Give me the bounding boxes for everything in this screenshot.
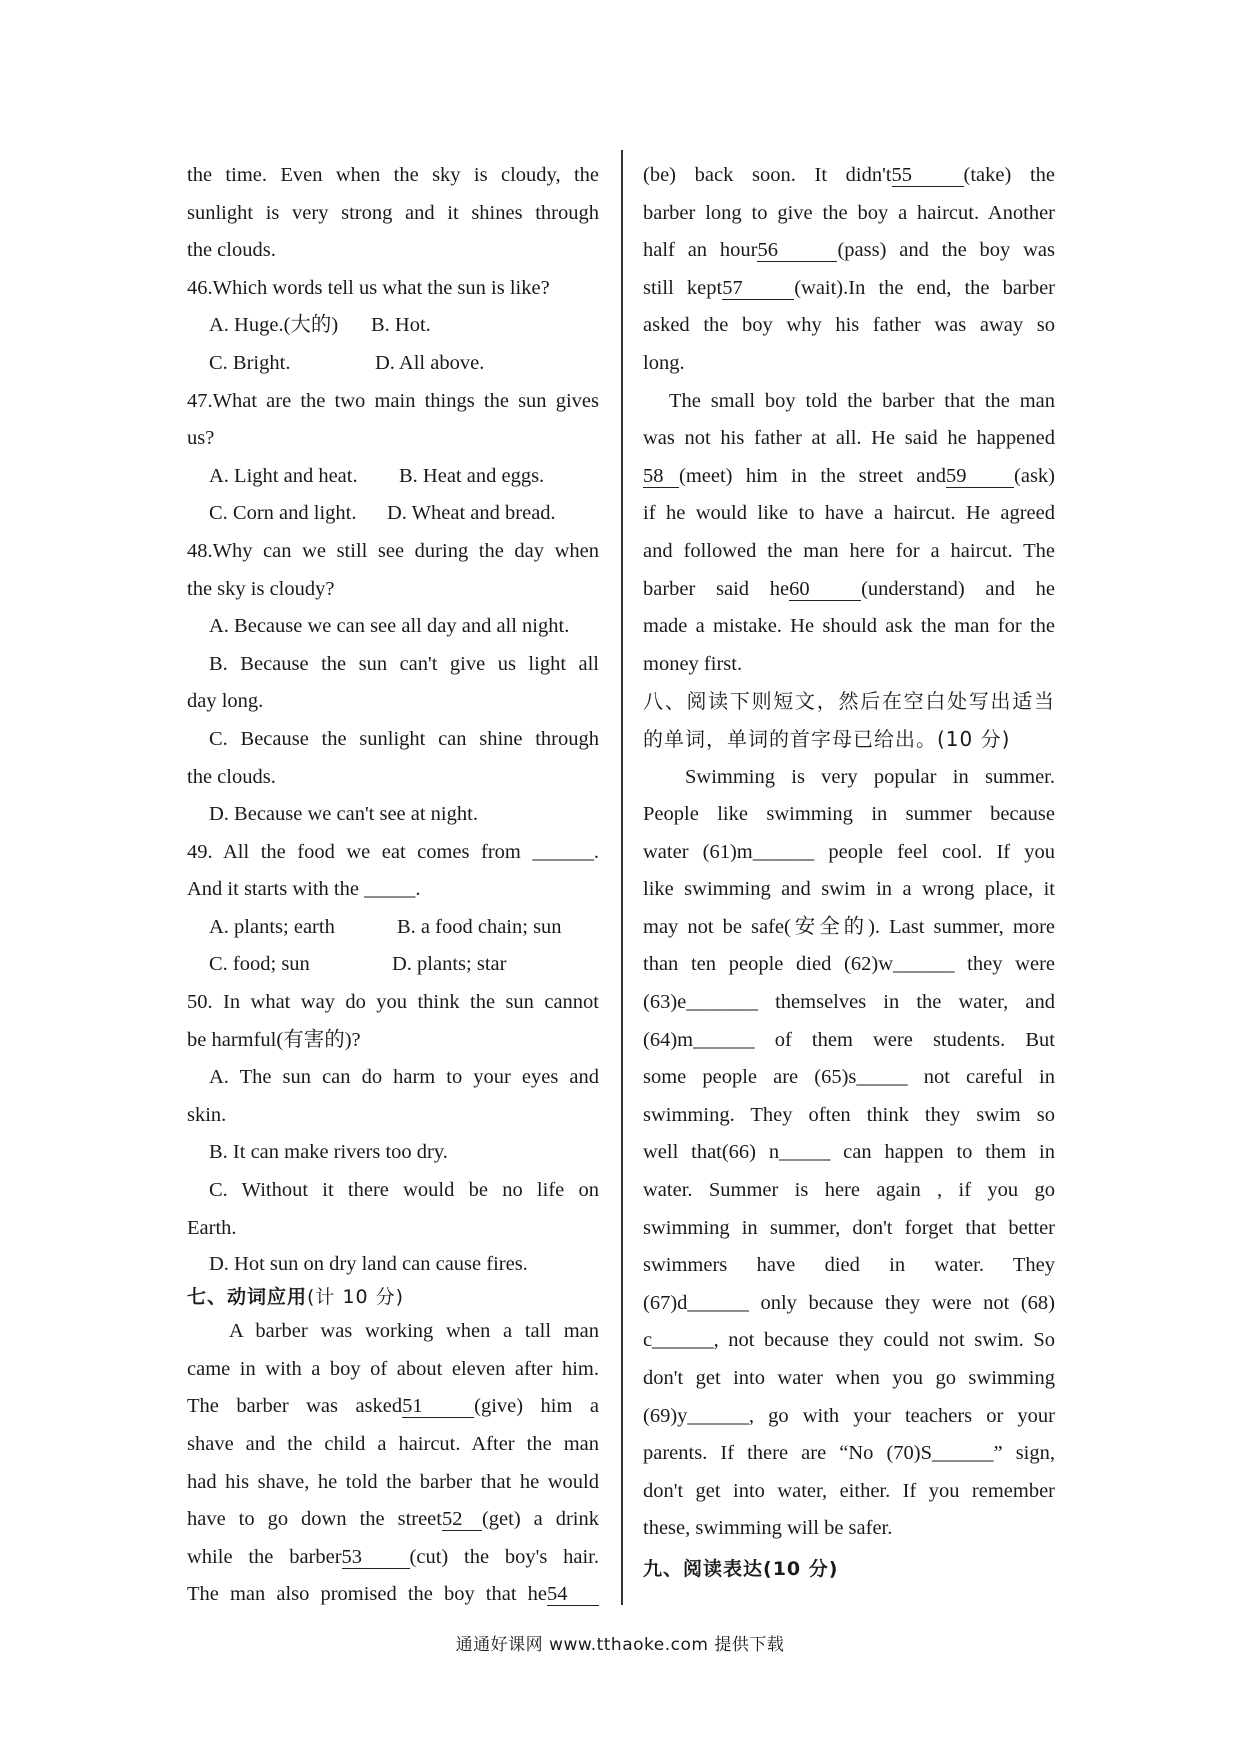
text-line: long. — [643, 351, 685, 374]
question-46: 46.Which words tell us what the sun is like? — [187, 276, 550, 299]
passage-line: (64)m______ of them were students. But — [643, 1028, 1055, 1051]
option-a: A. Huge.(大的) — [209, 314, 339, 337]
text: (take) the — [963, 164, 1055, 186]
column-divider — [621, 150, 623, 1605]
passage-line: (69)y______, go with your teachers or your — [643, 1404, 1055, 1427]
question-49: 49. All the food we eat comes from ______. — [187, 840, 599, 863]
passage-line: well that(66) n_____ can happen to them in — [643, 1141, 1055, 1164]
text-line-with-blank — [643, 157, 1055, 195]
text-line: shave and the child a haircut. After the man — [187, 1433, 599, 1455]
options-row — [187, 345, 599, 383]
option-c: C. Without it there would be no life on — [209, 1179, 599, 1202]
text-line-with-blank — [643, 232, 1055, 270]
text-line: came in with a boy of about eleven after him. — [187, 1357, 599, 1380]
blank-56: 56 — [757, 239, 837, 262]
section-9-score: (10 分) — [763, 1557, 839, 1580]
section-7-title: 七、动词应用 — [187, 1286, 308, 1309]
text: (understand) and he — [861, 577, 1055, 600]
text-line: the time. Even when the sky is cloudy, the — [187, 164, 599, 186]
blank-60: 60 — [789, 578, 861, 601]
question-49-cont: And it starts with the _____. — [187, 878, 421, 901]
question-48: 48.Why can we still see during the day when — [187, 539, 599, 562]
blank-55: 55 — [892, 164, 964, 187]
text-line-with-blank — [643, 458, 1055, 496]
section-7-heading — [187, 1281, 599, 1313]
passage-line: Swimming is very popular in summer. — [685, 765, 1055, 788]
text: (wait).In the end, the barber — [794, 276, 1055, 299]
right-column — [643, 157, 1055, 1589]
passage-line: (63)e_______ themselves in the water, and — [643, 991, 1055, 1014]
text: (give) him a — [474, 1395, 599, 1418]
option-d: D. Hot sun on dry land can cause fires. — [209, 1253, 528, 1276]
passage-line: don't get into water when you go swimming — [643, 1367, 1055, 1389]
option-b: B. Hot. — [371, 314, 431, 337]
text: still kept — [643, 276, 723, 299]
text-line-with-blank — [187, 1388, 599, 1426]
passage-line: parents. If there are “No (70)S______” sign, — [643, 1442, 1055, 1465]
option-c: C. Bright. — [209, 351, 291, 374]
text-line: was not his father at all. He said he happened — [643, 427, 1055, 450]
passage-line: People like swimming in summer because — [643, 803, 1055, 826]
option-d: D. Wheat and bread. — [387, 502, 556, 525]
passage-line: water. Summer is here again , if you go — [643, 1179, 1055, 1202]
text-line: had his shave, he told the barber that he would — [187, 1470, 599, 1493]
text-line-with-blank — [187, 1576, 599, 1614]
passage-line: than ten people died (62)w______ they were — [643, 953, 1055, 976]
text-line-with-blank — [187, 1501, 599, 1539]
text: The barber was asked — [187, 1395, 403, 1418]
text-line-with-blank — [643, 270, 1055, 308]
text: (pass) and the boy was — [837, 239, 1055, 262]
option-b: B. Heat and eggs. — [399, 464, 545, 487]
section-9-heading — [643, 1551, 1055, 1589]
left-column — [187, 157, 599, 1614]
question-47-cont: us? — [187, 427, 215, 450]
passage-line: may not be safe(安全的). Last summer, more — [643, 915, 1055, 938]
blank-51: 51 — [402, 1395, 474, 1418]
text-line: sunlight is very strong and it shines through — [187, 201, 599, 224]
text: half an hour — [643, 239, 758, 262]
text: have to go down the street — [187, 1508, 442, 1531]
passage-line: like swimming and swim in a wrong place, it — [643, 878, 1055, 901]
text: (be) back soon. It didn't — [643, 164, 892, 186]
text: The man also promised the boy that he — [187, 1583, 547, 1606]
passage-line: (67)d______ only because they were not (68) — [643, 1291, 1055, 1314]
options-row — [187, 307, 599, 345]
options-row — [187, 458, 599, 496]
passage-line: swimmers have died in water. They — [643, 1254, 1055, 1277]
text: barber said he — [643, 577, 790, 600]
option-b: B. It can make rivers too dry. — [209, 1141, 448, 1164]
text: (ask) — [1014, 464, 1055, 487]
text-line: The small boy told the barber that the man — [669, 389, 1055, 412]
passage-line: swimming in summer, don't forget that better — [643, 1216, 1055, 1239]
text-line: and followed the man here for a haircut. The — [643, 539, 1055, 562]
text-line: A barber was working when a tall man — [229, 1320, 599, 1343]
text-line-with-blank — [643, 571, 1055, 609]
section-8-heading-cont: 的单词，单词的首字母已给出。(10 分) — [643, 726, 1011, 751]
option-b: B. Because the sun can't give us light all — [209, 652, 599, 675]
option-d: D. Because we can't see at night. — [209, 803, 478, 826]
passage-line: some people are (65)s_____ not careful in — [643, 1066, 1055, 1089]
blank-54: 54 — [547, 1583, 599, 1606]
section-7-score: (计 10 分) — [307, 1286, 405, 1309]
option-a-cont: skin. — [187, 1103, 227, 1126]
section-9-title: 九、阅读表达 — [643, 1557, 764, 1580]
option-b-cont: day long. — [187, 690, 264, 713]
text-line: money first. — [643, 652, 743, 675]
blank-57: 57 — [722, 277, 794, 300]
text-line: asked the boy why his father was away so — [643, 314, 1055, 337]
passage-line: c______, not because they could not swim. So — [643, 1329, 1055, 1352]
option-c: C. Corn and light. — [209, 502, 357, 525]
option-d: D. plants; star — [392, 953, 507, 976]
passage-line: these, swimming will be safer. — [643, 1517, 893, 1540]
blank-52: 52 — [442, 1508, 482, 1531]
blank-58: 58 — [643, 465, 679, 488]
options-row — [187, 946, 599, 984]
option-c: C. Because the sunlight can shine through — [209, 727, 599, 750]
text: (get) a drink — [481, 1508, 599, 1531]
passage-line: water (61)m______ people feel cool. If you — [643, 840, 1055, 863]
option-a: A. Because we can see all day and all night. — [209, 615, 570, 638]
option-d: D. All above. — [375, 351, 485, 374]
text-line: the clouds. — [187, 239, 276, 262]
option-c-cont: Earth. — [187, 1216, 237, 1239]
text: (cut) the boy's hair. — [409, 1545, 599, 1568]
option-a: A. plants; earth — [209, 915, 335, 938]
passage-line: swimming. They often think they swim so — [643, 1103, 1055, 1126]
question-50-cont: be harmful(有害的)? — [187, 1028, 361, 1051]
option-a: A. Light and heat. — [209, 464, 358, 487]
options-row — [187, 909, 599, 947]
passage-line: don't get into water, either. If you remember — [643, 1479, 1055, 1502]
blank-59: 59 — [946, 465, 1014, 488]
text-line: made a mistake. He should ask the man for the — [643, 615, 1055, 638]
option-c: C. food; sun — [209, 953, 310, 976]
question-50: 50. In what way do you think the sun cannot — [187, 991, 599, 1014]
text-line: if he would like to have a haircut. He agreed — [643, 502, 1055, 525]
question-47: 47.What are the two main things the sun gives — [187, 389, 599, 412]
text-line: barber long to give the boy a haircut. Another — [643, 201, 1055, 224]
blank-53: 53 — [342, 1546, 410, 1569]
text: (meet) him in the street and — [679, 464, 947, 487]
option-a: A. The sun can do harm to your eyes and — [209, 1066, 599, 1089]
question-48-cont: the sky is cloudy? — [187, 577, 335, 600]
option-c-cont: the clouds. — [187, 765, 276, 788]
text: while the barber — [187, 1545, 342, 1568]
options-row — [187, 495, 599, 533]
option-b: B. a food chain; sun — [397, 915, 562, 938]
section-8-heading: 八、阅读下则短文，然后在空白处写出适当 — [643, 689, 1055, 714]
footer-source: 通通好课网 www.tthaoke.com 提供下载 — [455, 1635, 785, 1655]
text-line-with-blank — [187, 1539, 599, 1577]
